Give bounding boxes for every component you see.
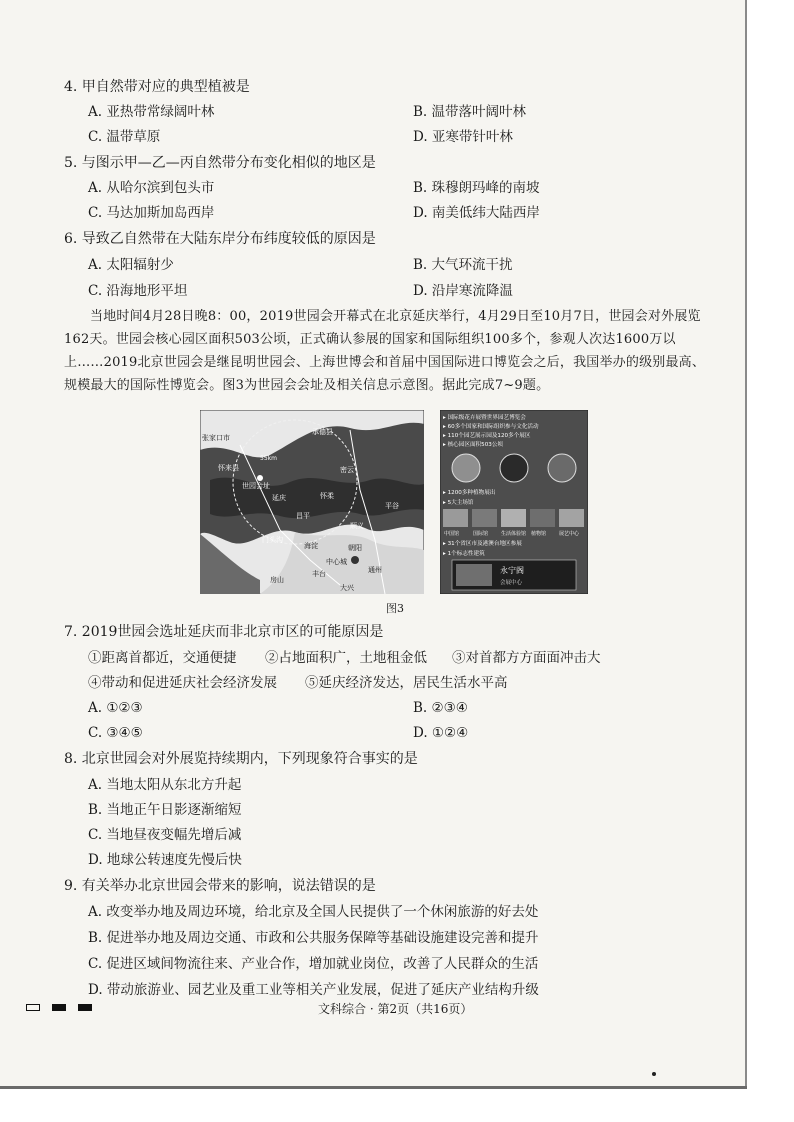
map-label-shunyi: 顺义 <box>350 522 364 530</box>
footer-mark-outline <box>26 1004 40 1011</box>
question-7-stem: 7. 2019世园会选址延庆而非北京市区的可能原因是 <box>64 624 384 640</box>
question-4-option-a: A. 亚热带常绿阔叶林 <box>88 104 215 120</box>
venue-label-3: 生活体验馆 <box>501 531 527 537</box>
map-label-center: 中心城 <box>326 558 347 566</box>
question-6-option-d: D. 沿岸寒流降温 <box>413 283 513 299</box>
scan-speck <box>652 1072 656 1076</box>
beijing-map-figure <box>200 410 424 594</box>
question-5-option-b: B. 珠穆朗玛峰的南坡 <box>413 180 540 196</box>
info-photo-1 <box>452 454 480 482</box>
question-7-option-d: D. ①②④ <box>413 725 469 741</box>
info-line-2: ▸ 60多个国家和国际组织参与文化活动 <box>443 424 539 430</box>
venue-label-1: 中国馆 <box>444 531 460 537</box>
map-label-huailai: 怀来县 <box>218 464 239 472</box>
question-6-option-b: B. 大气环流干扰 <box>413 257 513 273</box>
venue-photo-3 <box>501 509 526 527</box>
venue-label-5: 展艺中心 <box>559 531 580 537</box>
scan-edge-bottom <box>0 1086 747 1089</box>
question-6-option-c: C. 沿海地形平坦 <box>88 283 188 299</box>
scan-edge-right <box>745 0 747 1088</box>
landmark-description: 会展中心 <box>500 580 523 586</box>
map-label-fangshan: 房山 <box>270 576 284 584</box>
question-8-option-d: D. 地球公转速度先慢后快 <box>88 852 242 868</box>
question-7-statement-2: ②占地面积广，土地租金低 <box>265 650 427 666</box>
question-7-statement-5: ⑤延庆经济发达，居民生活水平高 <box>305 675 508 691</box>
map-label-huairou: 怀柔 <box>320 492 334 500</box>
question-7-statement-3: ③对首都方方面面冲击大 <box>452 650 601 666</box>
landmark-photo <box>456 564 492 586</box>
question-5-option-a: A. 从哈尔滨到包头市 <box>88 180 215 196</box>
question-7-statement-1: ①距离首都近，交通便捷 <box>88 650 237 666</box>
question-6-option-a: A. 太阳辐射少 <box>88 257 174 273</box>
question-8-option-b: B. 当地正午日影逐渐缩短 <box>88 802 242 818</box>
footer-mark-1 <box>52 1004 66 1011</box>
question-7-option-a: A. ①②③ <box>88 700 143 716</box>
question-8-option-c: C. 当地昼夜变幅先增后减 <box>88 827 242 843</box>
map-label-fengtai: 丰台 <box>312 570 326 578</box>
map-label-changping: 昌平 <box>296 512 310 520</box>
question-8-option-a: A. 当地太阳从东北方升起 <box>88 777 242 793</box>
venue-label-2: 国际馆 <box>473 531 489 537</box>
info-line-4: ▸ 核心园区面积503公顷 <box>443 442 504 448</box>
map-label-chaoyang: 朝阳 <box>348 544 362 552</box>
question-7-option-b: B. ②③④ <box>413 700 468 716</box>
figure-caption: 图3 <box>386 602 404 615</box>
venue-photo-4 <box>530 509 555 527</box>
question-6-stem: 6. 导致乙自然带在大陆东岸分布纬度较低的原因是 <box>64 231 376 247</box>
info-line-3: ▸ 110个园艺展示园及120多个展区 <box>443 433 531 439</box>
info-photo-2 <box>500 454 528 482</box>
question-5-stem: 5. 与图示甲—乙—丙自然带分布变化相似的地区是 <box>64 155 376 171</box>
info-line-5: ▸ 1200多种植物展出 <box>443 490 496 496</box>
map-label-chengde: 承德县 <box>312 428 333 436</box>
info-photo-3 <box>548 454 576 482</box>
question-8-stem: 8. 北京世园会对外展览持续期内，下列现象符合事实的是 <box>64 751 418 767</box>
page-number: 文科综合 · 第2页（共16页） <box>318 1002 473 1016</box>
map-label-miyun: 密云 <box>340 466 354 474</box>
venue-photo-2 <box>472 509 497 527</box>
map-label-daxing: 大兴 <box>340 584 354 592</box>
map-label-zhangjiakou: 张家口市 <box>202 434 230 442</box>
footer-mark-2 <box>78 1004 92 1011</box>
venue-label-4: 植物馆 <box>531 531 547 537</box>
question-9-option-b: B. 促进举办地及周边交通、市政和公共服务保障等基础设施建设完善和提升 <box>88 930 539 946</box>
venue-photo-1 <box>443 509 468 527</box>
question-9-option-d: D. 带动旅游业、园艺业及重工业等相关产业发展，促进了延庆产业结构升级 <box>88 982 539 998</box>
question-7-statement-4: ④带动和促进延庆社会经济发展 <box>88 675 277 691</box>
question-4-stem: 4. 甲自然带对应的典型植被是 <box>64 79 250 95</box>
question-4-option-d: D. 亚寒带针叶林 <box>413 129 513 145</box>
map-label-distance: 55km <box>260 455 277 462</box>
info-line-7: ▸ 31个省区市及港澳台地区参展 <box>443 541 522 547</box>
map-label-expo-site: 世园会址 <box>242 482 270 490</box>
venue-photo-5 <box>559 509 584 527</box>
map-label-yanqing: 延庆 <box>272 494 286 502</box>
info-line-1: ▸ 国际级花卉展暨世界园艺博览会 <box>443 415 526 421</box>
map-label-haidian: 海淀 <box>304 542 318 550</box>
map-label-tongzhou: 通州 <box>368 566 382 574</box>
question-9-option-c: C. 促进区域间物流往来、产业合作，增加就业岗位，改善了人民群众的生活 <box>88 956 539 972</box>
question-9-stem: 9. 有关举办北京世园会带来的影响，说法错误的是 <box>64 878 376 894</box>
question-4-option-c: C. 温带草原 <box>88 129 161 145</box>
info-line-6: ▸ 5大主场馆 <box>443 500 474 506</box>
reading-passage: 当地时间4月28日晚8：00，2019世园会开幕式在北京延庆举行，4月29日至10月7日，世园会对外展览162天。世园会核心园区面积503公顷，正式确认参展的国家和国际组织100多个，参观人次达1600万以上……2019北京世园会是继昆明世园会、上海世博会和首届中国国际进口博览会之后，我国举办的级别最高、规模最大的国际性博览会。图3为世园会会址及相关信息示意图。据此完成7~9题。 <box>64 309 706 393</box>
question-4-option-b: B. 温带落叶阔叶林 <box>413 104 527 120</box>
info-line-8: ▸ 1个标志性建筑 <box>443 551 485 557</box>
expo-info-panel <box>440 410 588 594</box>
page-footer <box>0 998 745 1022</box>
question-5-option-d: D. 南美低纬大陆西岸 <box>413 205 540 221</box>
question-9-option-a: A. 改变举办地及周边环境，给北京及全国人民提供了一个休闲旅游的好去处 <box>88 904 539 920</box>
question-7-option-c: C. ③④⑤ <box>88 725 143 741</box>
map-label-mentougou: 门头沟 <box>262 536 283 544</box>
map-label-pinggu: 平谷 <box>385 502 399 510</box>
landmark-name: 永宁阁 <box>500 566 524 575</box>
question-5-option-c: C. 马达加斯加岛西岸 <box>88 205 215 221</box>
